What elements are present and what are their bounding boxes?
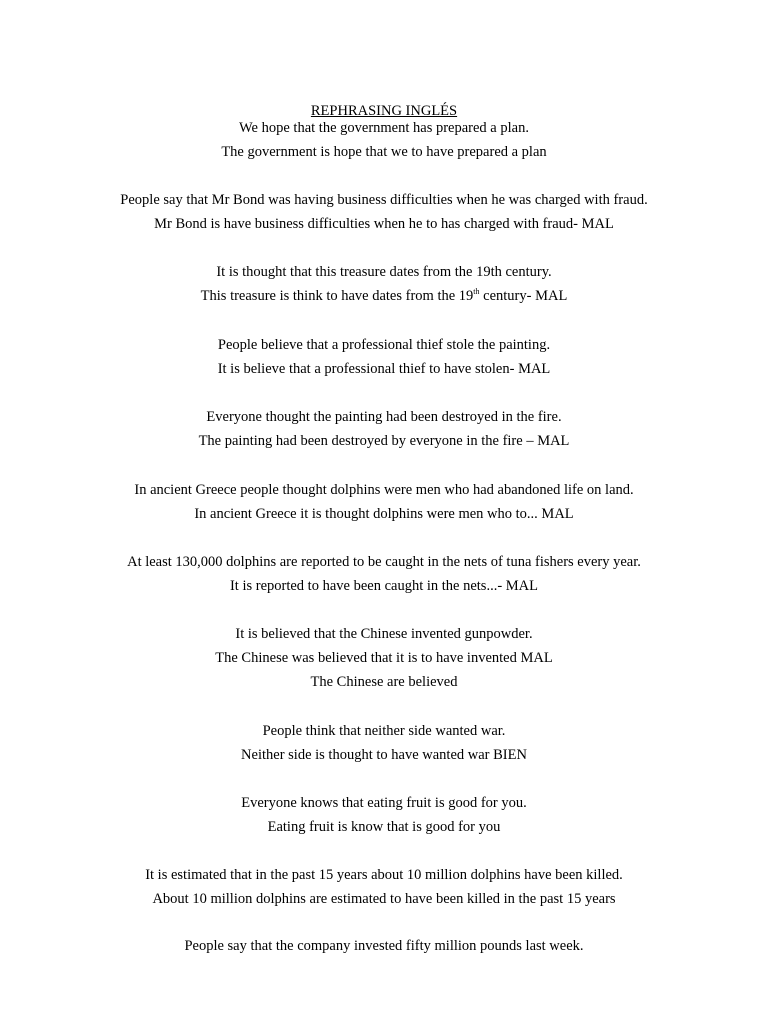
- sentence-original-10: Everyone knows that eating fruit is good for you.: [241, 795, 527, 811]
- sentence-rephrased-8a: The Chinese was believed that it is to have invented MAL: [215, 650, 553, 666]
- sentence-rephrased-8b: The Chinese are believed: [310, 674, 458, 690]
- sentence-original-6: In ancient Greece people thought dolphins were men who had abandoned life on land.: [134, 482, 634, 498]
- sentence-rephrased-4: It is believe that a professional thief to have stolen- MAL: [217, 361, 551, 377]
- sentence-original-9: People think that neither side wanted war.: [262, 723, 506, 739]
- sentence-original-7: At least 130,000 dolphins are reported to be caught in the nets of tuna fishers every year.: [127, 554, 641, 570]
- sentence-original-2: People say that Mr Bond was having business difficulties when he was charged with fraud.: [120, 192, 648, 208]
- sentence-original-1: We hope that the government has prepared a plan.: [239, 120, 529, 136]
- sentence-original-3: It is thought that this treasure dates from the 19th century.: [216, 264, 552, 280]
- sentence-rephrased-1: The government is hope that we to have prepared a plan: [221, 144, 547, 160]
- sentence-rephrased-10: Eating fruit is know that is good for you: [267, 819, 501, 835]
- sentence-rephrased-2: Mr Bond is have business difficulties when he to has charged with fraud- MAL: [154, 216, 614, 232]
- sentence-rephrased-3: [0, 287, 768, 305]
- sentence-original-8: It is believed that the Chinese invented gunpowder.: [235, 626, 533, 642]
- sentence-rephrased-7: It is reported to have been caught in the nets...- MAL: [229, 578, 539, 594]
- sentence-rephrased-9: Neither side is thought to have wanted war BIEN: [241, 747, 527, 763]
- sentence-rephrased-3-main: This treasure is think to have dates from the 19: [200, 288, 474, 304]
- sentence-rephrased-3-tail: century- MAL: [479, 288, 568, 304]
- sentence-original-11: It is estimated that in the past 15 years about 10 million dolphins have been killed.: [145, 867, 623, 883]
- sentence-rephrased-6: In ancient Greece it is thought dolphins were men who to... MAL: [194, 506, 574, 522]
- sentence-rephrased-5: The painting had been destroyed by everyone in the fire – MAL: [198, 433, 570, 449]
- sentence-rephrased-11: About 10 million dolphins are estimated to have been killed in the past 15 years: [152, 891, 616, 907]
- sentence-original-12: People say that the company invested fifty million pounds last week.: [184, 938, 584, 954]
- document-title: REPHRASING INGLÉS: [310, 103, 458, 119]
- sentence-original-4: People believe that a professional thief stole the painting.: [217, 337, 551, 353]
- ordinal-superscript: th: [473, 287, 480, 297]
- sentence-original-5: Everyone thought the painting had been destroyed in the fire.: [206, 409, 562, 425]
